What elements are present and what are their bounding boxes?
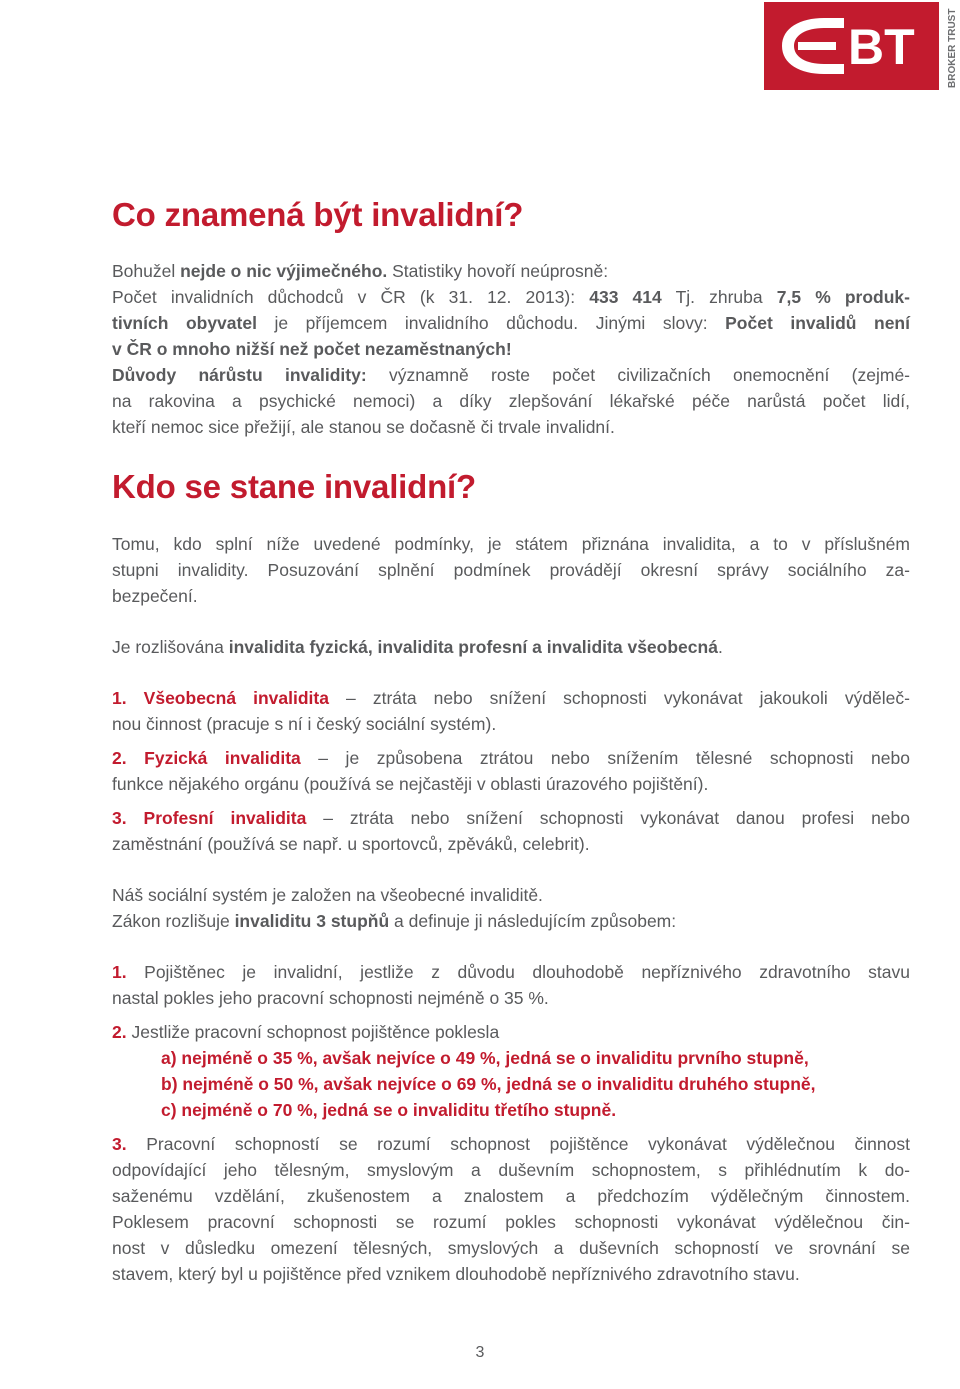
bold-text: invalidita fyzická, invalidita profesní a invalidita všeobecná [228,637,718,657]
bold-text: 3. [112,808,127,828]
degree-second: b) nejméně o 50 %, avšak nejvíce o 69 %, jedná se o invaliditu druhého stupně, [161,1074,816,1094]
text-run: kteří nemoc sice přežijí, ale stanou se dočasně či trvale invalidní. [112,417,615,437]
bold-text: Počet invalidů není [725,313,910,333]
text-run: je příjemcem invalidního důchodu. Jinými slovy: [256,313,726,333]
paragraph-line [112,772,910,798]
bold-text: Důvody nárůstu invalidity: [112,365,367,385]
text-run: Pojištěnec je invalidní, jestliže z důvodu dlouhodobě nepříznivého zdravotního stavu [126,962,910,982]
logo-letters: BT [848,19,915,75]
text-run: . [717,637,723,657]
list-item-professional-invalidity [112,806,910,832]
text-run: Náš sociální systém je založen na všeobecné invaliditě. [112,885,543,905]
text-run: a definuje ji následujícím způsobem: [389,911,677,931]
paragraph-line [112,311,910,337]
bold-text: Fyzická invalidita [144,748,301,768]
text-run: bezpečení. [112,586,198,606]
bold-text: invaliditu 3 stupňů [234,911,390,931]
paragraph-line [112,832,910,858]
text-run: nou činnost (pracuje s ní i český sociální systém). [112,714,497,734]
text-run: Pracovní schopností se rozumí schopnost pojištěnce vykonávat výdělečnou činnost [126,1134,910,1154]
text-run: – je způsobena ztrátou nebo snížením tělesné schopnosti nebo [300,748,910,768]
text-run [127,688,144,708]
bold-text: 1. [112,688,127,708]
heading-who-becomes-invalid: Kdo se stane invalidní? [112,468,476,505]
paragraph-line [112,883,910,909]
bold-text: 433 414 [589,287,662,307]
paragraph-line [112,1262,910,1288]
text-run: stupni invalidity. Posuzování splnění podmínek provádějí okresní správy sociálního za- [112,560,910,580]
text-run: významně roste počet civilizačních onemocnění (zejmé- [366,365,911,385]
text-run: – ztráta nebo snížení schopnosti vykonávat jakoukoli výděleč- [328,688,910,708]
paragraph-line [112,909,910,935]
text-run [127,748,145,768]
logo-side-text: BROKER TRUST [947,8,958,88]
bold-text: nejde o nic výjimečného. [180,261,388,281]
degree-third: c) nejméně o 70 %, jedná se o invaliditu třetího stupně. [161,1100,617,1120]
text-run: zaměstnání (používá se např. u sportovců, zpěváků, celebrit). [112,834,590,854]
text-run: saženému vzdělání, zkušenostem a znalostem a předchozím výdělečným činnostem. [112,1186,910,1206]
paragraph-line [112,558,910,584]
text-run: na rakovina a psychické nemoci) a díky zlepšování lékařské péče narůstá počet lidí, [112,391,910,411]
paragraph-line [112,1210,910,1236]
text-run: stavem, který byl u pojištěnce před vznikem dlouhodobě nepříznivého zdravotního stavu. [112,1264,800,1284]
definition-item-2 [112,1020,910,1046]
text-run: Zákon rozlišuje [112,911,235,931]
bold-text: 7,5 % produk- [776,287,910,307]
paragraph-line [112,1184,910,1210]
bold-text: Všeobecná invalidita [143,688,329,708]
bold-text: 3. [112,1134,127,1154]
paragraph-line [112,712,910,738]
paragraph-line [112,1236,910,1262]
text-run: Tomu, kdo splní níže uvedené podmínky, je státem přiznána invalidita, a to v příslušném [112,534,910,554]
paragraph-line [112,389,910,415]
text-run: Statistiky hovoří neúprosně: [387,261,609,281]
text-run: nost v důsledku omezení tělesných, smyslových a duševních schopností ve srovnání se [112,1238,910,1258]
paragraph-line [112,532,910,558]
bold-text: v ČR o mnoho nižší než počet nezaměstnaných! [112,339,512,359]
bold-text: 2. [112,1022,127,1042]
text-run: Je rozlišována [112,637,229,657]
text-run [127,808,144,828]
paragraph-line [112,415,910,441]
text-run: funkce nějakého orgánu (používá se nejčastěji v oblasti úrazového pojištění). [112,774,709,794]
definition-item-1 [112,960,910,986]
text-run: Bohužel [112,261,181,281]
paragraph-line [112,285,910,311]
text-run: Tj. zhruba [661,287,777,307]
heading-what-is-invalid: Co znamená být invalidní? [112,196,524,233]
paragraph-line [112,1158,910,1184]
text-run: Počet invalidních důchodců v ČR (k 31. 12. 2013): [112,287,590,307]
page-number: 3 [475,1344,485,1361]
paragraph-line [112,584,910,610]
paragraph-line [112,259,910,285]
paragraph-line [112,363,910,389]
paragraph-line [112,635,910,661]
text-run: odpovídající jeho tělesným, smyslovým a duševním schopnostem, s přihlédnutím k do- [112,1160,910,1180]
list-item-general-invalidity [112,686,910,712]
bold-text: 1. [112,962,127,982]
bold-text: tivních obyvatel [112,313,257,333]
bold-text: 2. [112,748,127,768]
text-run: Poklesem pracovní schopnosti se rozumí pokles schopnosti vykonávat výdělečnou čin- [112,1212,910,1232]
list-item-physical-invalidity [112,746,910,772]
definition-item-3 [112,1132,910,1158]
paragraph-line [112,986,910,1012]
paragraph-line [112,337,910,363]
degree-first: a) nejméně o 35 %, avšak nejvíce o 49 %, jedná se o invaliditu prvního stupně, [161,1048,809,1068]
broker-trust-logo [764,2,960,90]
text-run: – ztráta nebo snížení schopnosti vykonávat danou profesi nebo [306,808,911,828]
bold-text: Profesní invalidita [143,808,307,828]
text-run: nastal pokles jeho pracovní schopnosti nejméně o 35 %. [112,988,549,1008]
text-run: Jestliže pracovní schopnost pojištěnce poklesla [126,1022,500,1042]
